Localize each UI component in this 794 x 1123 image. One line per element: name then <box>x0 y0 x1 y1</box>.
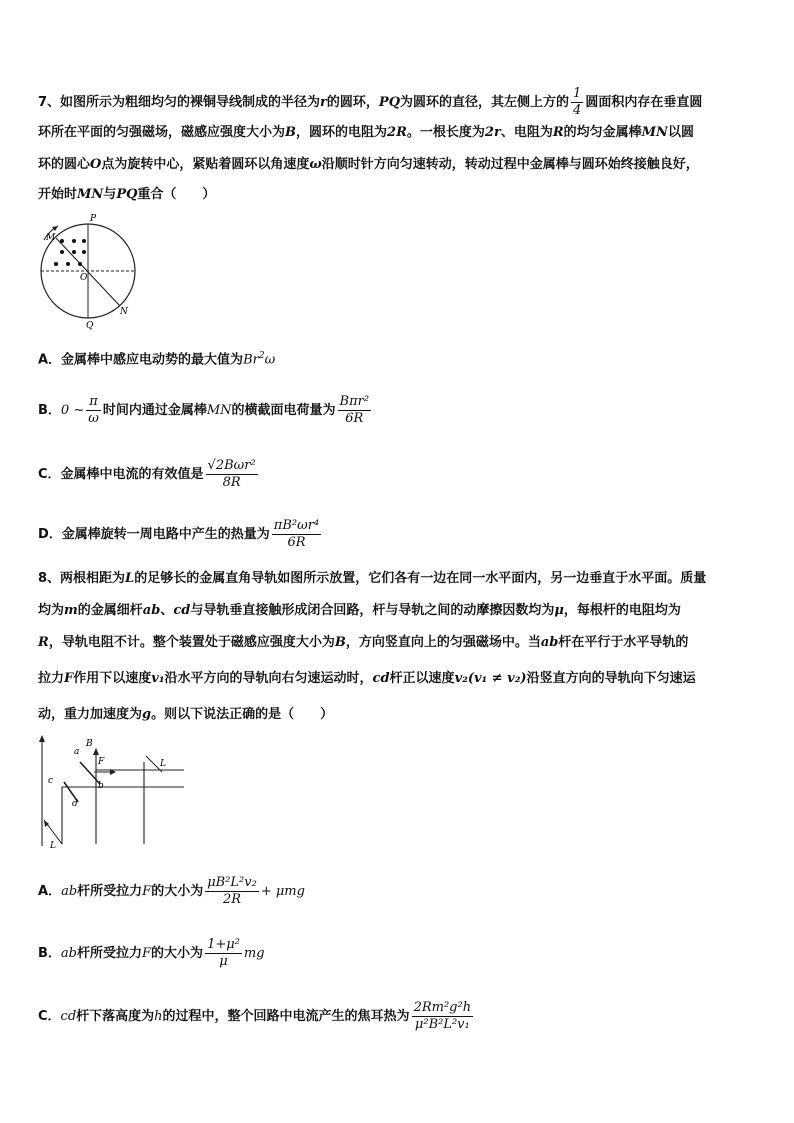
q7-option-c[interactable]: C．金属棒中电流的有效值是 $\frac{\text{√2Bωr²}}{8R}$ <box>38 458 256 490</box>
q7-option-b[interactable]: B．0 ~ $\frac{\pi}{\omega}$ 时间内通过金属棒MN的横截面电荷量为 $\frac{\text{Bπr²}}{6R}$ <box>38 394 370 426</box>
svg-text:F: F <box>98 757 105 767</box>
q8-line-1: 8、两根相距为L的足够长的金属直角导轨如图所示放置，它们各有一边在同一水平面内，另一边垂直于水平面。质量 <box>38 571 707 586</box>
q8-line-3: R，导轨电阻不计。整个装置处于磁感应强度大小为B，方向竖直向上的匀强磁场中。当ab杆在平行于水平导轨的 <box>38 635 689 650</box>
q8-line-4: 拉力F作用下以速度v₁沿水平方向的导轨向右匀速运动时，cd杆正以速度v₂(v₁ ≠ v₂)沿竖直方向的导轨向下匀速运 <box>38 671 696 686</box>
svg-text:B: B <box>86 739 93 749</box>
svg-text:N: N <box>120 307 128 317</box>
svg-text:Q: Q <box>86 321 94 331</box>
q7-line-2: 环所在平面的匀强磁场，磁感应强度大小为B，圆环的电阻为2R。一根长度为2r、电阻为R的均匀金属棒MN以圆 <box>38 125 694 140</box>
q8-rails-figure <box>34 732 194 854</box>
q7-line-4: 开始时MN与PQ重合（ ） <box>38 187 216 202</box>
svg-text:L: L <box>50 841 56 851</box>
fraction-quarter: $\frac{1}{4}$ <box>573 86 582 118</box>
svg-text:M: M <box>46 233 56 243</box>
svg-text:d: d <box>72 799 78 809</box>
svg-text:b: b <box>98 781 104 791</box>
q8-line-2: 均为m的金属细杆ab、cd与导轨垂直接触形成闭合回路，杆与导轨之间的动摩擦因数均为μ，每根杆的电阻均为 <box>38 603 681 618</box>
svg-text:L: L <box>160 759 166 769</box>
q8-option-a[interactable]: A．ab杆所受拉力F的大小为 $\frac{\text{μB²L²v₂}}{2R}$ + μmg <box>38 875 305 907</box>
svg-text:P: P <box>90 214 97 224</box>
q8-option-b[interactable]: B．ab杆所受拉力F的大小为 $\frac{\text{1+μ²}}{\mu}$ mg <box>38 937 265 969</box>
svg-text:c: c <box>48 776 54 786</box>
svg-text:O: O <box>80 273 88 283</box>
q8-option-c[interactable]: C．cd杆下落高度为h的过程中，整个回路中电流产生的焦耳热为 $\frac{\text{2Rm²g²h}}{\text{μ²B²L²v₁}}$ <box>38 1000 472 1032</box>
rail-2 <box>96 770 184 844</box>
q7-line-1: 7、如图所示为粗细均匀的裸铜导线制成的半径为r的圆环，PQ为圆环的直径，其左侧上方的 $\frac{1}{4}$ 圆面积内存在垂直圆 <box>38 86 703 118</box>
svg-text:a: a <box>74 747 80 757</box>
rod-ab <box>80 762 100 784</box>
q7-line-3: 环的圆心O点为旋转中心，紧贴着圆环以角速度ω沿顺时针方向匀速转动，转动过程中金属棒与圆环始终接触良好， <box>38 157 699 172</box>
q8-line-5: 动，重力加速度为g。则以下说法正确的是（ ） <box>38 707 334 722</box>
q7-ring-figure <box>36 210 146 332</box>
q7-option-a[interactable]: A．金属棒中感应电动势的最大值为Br$^2$ω <box>38 351 276 368</box>
q7-option-d[interactable]: D．金属棒旋转一周电路中产生的热量为 $\frac{\text{πB²ωr⁴}}{6R}$ <box>38 518 320 550</box>
rail-1 <box>62 787 184 844</box>
